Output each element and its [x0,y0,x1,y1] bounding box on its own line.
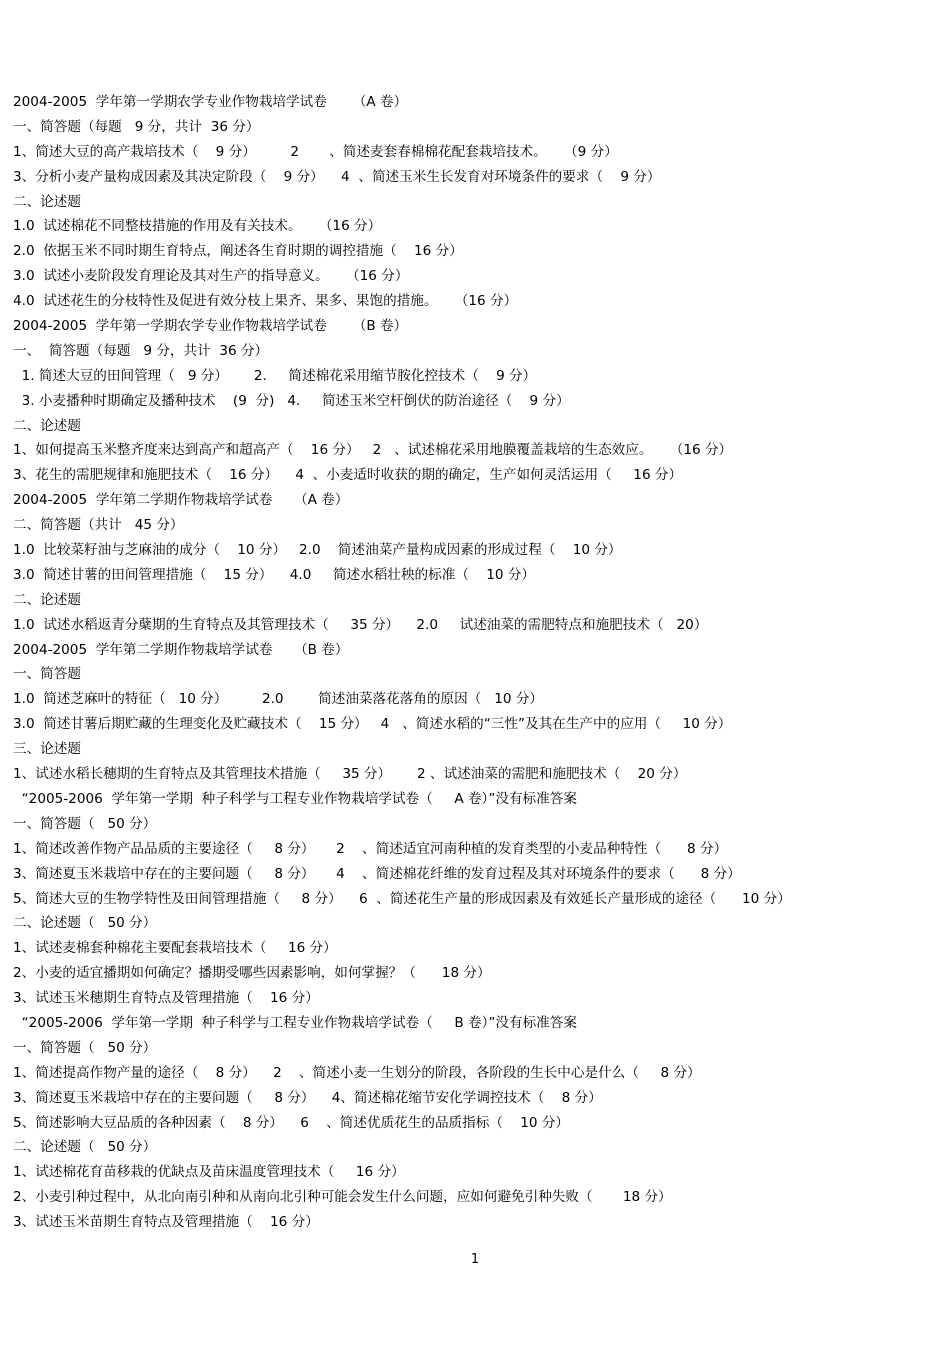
text-line: 1. 简述大豆的田间管理（ 9 分） 2. 简述棉花采用缩节胺化控技术（ 9 分） [13,367,537,384]
text-line: 3.0 简述甘薯的田间管理措施（ 15 分） 4.0 简述水稻壮秧的标准（ 10 分） [13,566,536,583]
text-line: 5、简述影响大豆品质的各种因素（ 8 分） 6 、简述优质花生的品质指标（ 10 分） [13,1114,570,1131]
text-line: 2004-2005 学年第一学期农学专业作物栽培学试卷 （A 卷） [13,94,408,110]
text-line: 二、简答题（共计 45 分） [13,517,184,534]
text-line: 3、分析小麦产量构成因素及其决定阶段（ 9 分） 4 、简述玉米生长发育对环境条件的要求（ 9 分） [13,168,661,185]
text-line: 1、简述提高作物产量的途径（ 8 分） 2 、简述小麦一生划分的阶段，各阶段的生长中心是什么（ 8 分） [13,1064,701,1081]
text-line: 1.0 比较菜籽油与芝麻油的成分（ 10 分） 2.0 简述油菜产量构成因素的形成过程（ 10 分） [13,542,622,559]
text-line: 2004-2005 学年第一学期农学专业作物栽培学试卷 （B 卷） [13,318,408,335]
text-line: 2、小麦引种过程中，从北向南引种和从南向北引种可能会发生什么问题，应如何避免引种失败（ 18 分） [13,1189,672,1206]
text-line: 2、小麦的适宜播期如何确定？播期受哪些因素影响，如何掌握？（ 18 分） [13,965,491,982]
text-line: 三、论述题 [13,741,81,758]
text-line: 一、简答题（ 50 分） [13,1039,157,1056]
text-line: “2005-2006 学年第一学期 种子科学与工程专业作物栽培学试卷（ B 卷）”没有标准答案 [13,1014,577,1031]
text-line: 二、论述题（ 50 分） [13,915,157,932]
text-line: “2005-2006 学年第一学期 种子科学与工程专业作物栽培学试卷（ A 卷）”没有标准答案 [13,790,577,807]
text-line: 一、简答题（每题 9 分，共计 36 分） [13,118,260,135]
text-line: 1、试述水稻长穗期的生育特点及其管理技术措施（ 35 分） 2 、试述油菜的需肥和施肥技术（ 20 分） [13,766,687,783]
text-line: 一、简答题 [13,666,81,683]
text-line: 二、论述题（ 50 分） [13,1139,157,1156]
text-line: 1、简述改善作物产品品质的主要途径（ 8 分） 2 、简述适宜河南种植的发育类型的小麦品种特性（ 8 分） [13,840,728,857]
text-line: 二、论述题 [13,591,81,608]
text-line: 3、试述玉米苗期生育特点及管理措施（ 16 分） [13,1214,319,1231]
text-line: 3.0 简述甘薯后期贮藏的生理变化及贮藏技术（ 15 分） 4 、简述水稻的“三性”及其在生产中的应用（ 10 分） [13,716,732,733]
text-line: 4.0 试述花生的分枝特性及促进有效分枝上果齐、果多、果饱的措施。 （16 分） [13,293,518,310]
text-line: 1.0 试述棉花不同整枝措施的作用及有关技术。 （16 分） [13,218,382,235]
text-line: 2.0 依据玉米不同时期生育特点，阐述各生育时期的调控措施（ 16 分） [13,243,463,260]
text-line: 1.0 简述芝麻叶的特征（ 10 分） 2.0 简述油菜落花落角的原因（ 10 分） [13,691,544,708]
text-line: 1、简述大豆的高产栽培技术（ 9 分） 2 、简述麦套春棉棉花配套栽培技术。 （9 分） [13,143,618,160]
text-line: 1、如何提高玉米整齐度来达到高产和超高产（ 16 分） 2 、试述棉花采用地膜覆盖栽培的生态效应。 （16 分） [13,442,733,459]
page-number: 1 [470,1252,480,1267]
text-line: 3.0 试述小麦阶段发育理论及其对生产的指导意义。 （16 分） [13,268,409,285]
text-line: 3、花生的需肥规律和施肥技术（ 16 分） 4 、小麦适时收获的期的确定，生产如何灵活运用（ 16 分） [13,467,683,484]
text-line: 3、试述玉米穗期生育特点及管理措施（ 16 分） [13,990,319,1007]
text-line: 3、简述夏玉米栽培中存在的主要问题（ 8 分） 4、简述棉花缩节安化学调控技术（ 8 分） [13,1089,602,1106]
text-line: 3、简述夏玉米栽培中存在的主要问题（ 8 分） 4 、简述棉花纤维的发育过程及其对环境条件的要求（ 8 分） [13,865,741,882]
text-line: 二、论述题 [13,417,81,434]
text-line: 5、简述大豆的生物学特性及田间管理措施（ 8 分） 6 、简述花生产量的形成因素及有效延长产量形成的途径（ 10 分） [13,890,791,907]
text-line: 1.0 试述水稻返青分蘖期的生育特点及其管理技术（ 35 分） 2.0 试述油菜的需肥特点和施肥技术（ 20） [13,616,708,633]
text-line: 一、 简答题（每题 9 分，共计 36 分） [13,342,269,359]
text-line: 2004-2005 学年第二学期作物栽培学试卷 （A 卷） [13,492,349,509]
text-line: 1、试述棉花育苗移栽的优缺点及苗床温度管理技术（ 16 分） [13,1164,405,1181]
text-line: 3. 小麦播种时期确定及播种技术 (9 分) 4. 简述玉米空杆倒伏的防治途径（ 9 分） [13,392,570,409]
exam-question-list [13,90,938,1235]
text-line: 二、论述题 [13,193,81,210]
text-line: 2004-2005 学年第二学期作物栽培学试卷 （B 卷） [13,641,349,658]
text-line: 一、简答题（ 50 分） [13,815,157,832]
text-line: 1、试述麦棉套种棉花主要配套栽培技术（ 16 分） [13,940,337,957]
